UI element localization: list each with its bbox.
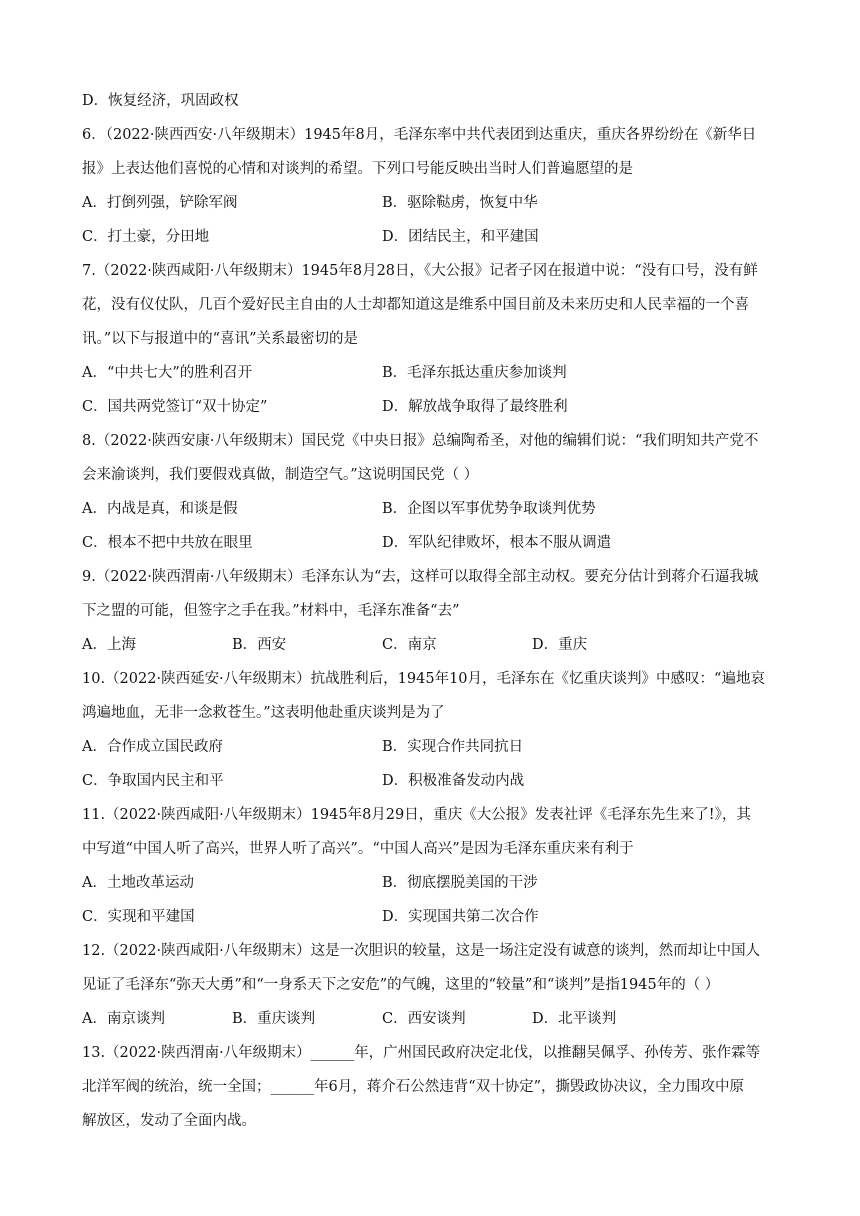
question-13 xyxy=(82,1036,782,1138)
option-c: C．国共两党签订“双十协定” xyxy=(82,399,268,415)
option-a: A．南京谈判 xyxy=(82,1011,165,1027)
option-d: D．北平谈判 xyxy=(532,1011,617,1027)
option-a: A．打倒列强，铲除军阀 xyxy=(82,195,238,211)
option-b: B．实现合作共同抗日 xyxy=(382,739,524,755)
question-text-line: 8.（2022·陕西安康·八年级期末）国民党《中央日报》总编陶希圣，对他的编辑们说：“我们明知共产党不 xyxy=(82,433,759,449)
options-row xyxy=(82,356,782,390)
option-b: B．毛泽东抵达重庆参加谈判 xyxy=(382,365,567,381)
question-text-line: 中写道“中国人听了高兴，世界人听了高兴”。“中国人高兴”是因为毛泽东重庆来有利于 xyxy=(82,841,634,857)
question-text-line: 会来渝谈判，我们要假戏真做，制造空气。”这说明国民党（ ） xyxy=(82,467,479,483)
options-row xyxy=(82,628,782,662)
option-c: C．南京 xyxy=(382,637,437,653)
option-b: B．西安 xyxy=(232,637,287,653)
option-b: B．驱除鞑虏，恢复中华 xyxy=(382,195,538,211)
options-row xyxy=(82,220,782,254)
options-row xyxy=(82,526,782,560)
question-text-line: 6．（2022·陕西西安·八年级期末）1945年8月，毛泽东率中共代表团到达重庆，重庆各界纷纷在《新华日 xyxy=(82,127,757,143)
option-d: D．团结民主，和平建国 xyxy=(382,229,539,245)
option-b: B．重庆谈判 xyxy=(232,1011,316,1027)
options-row xyxy=(82,866,782,900)
question-text-line: 北洋军阀的统治，统一全国；______年6月，蒋介石公然违背“双十协定”，撕毁政协决议，全力围攻中原 xyxy=(82,1079,745,1095)
option-d: D．解放战争取得了最终胜利 xyxy=(382,399,568,415)
option-d: D．重庆 xyxy=(532,637,588,653)
options-row xyxy=(82,900,782,934)
option-a: A．合作成立国民政府 xyxy=(82,739,223,755)
options-row xyxy=(82,1002,782,1036)
options-row xyxy=(82,764,782,798)
option-a: A．“中共七大”的胜利召开 xyxy=(82,365,253,381)
question-list xyxy=(82,84,782,1138)
question-text-line: 解放区，发动了全面内战。 xyxy=(82,1113,256,1129)
question-11 xyxy=(82,798,782,934)
question-6 xyxy=(82,118,782,254)
option-c: C．根本不把中共放在眼里 xyxy=(82,535,253,551)
option-c: C．打土豪，分田地 xyxy=(82,229,210,245)
options-row xyxy=(82,390,782,424)
option-b: B．彻底摆脱美国的干涉 xyxy=(382,875,538,891)
question-9 xyxy=(82,560,782,662)
question-text-line: 下之盟的可能，但签字之手在我。”材料中，毛泽东准备“去” xyxy=(82,603,460,619)
options-row xyxy=(82,492,782,526)
question-text-line: 12.（2022·陕西咸阳·八年级期末）这是一次胆识的较量，这是一场注定没有诚意的谈判，然而却让中国人 xyxy=(82,943,761,959)
option-a: A．上海 xyxy=(82,637,136,653)
question-text-line: 鸿遍地血，无非一念救苍生。”这表明他赴重庆谈判是为了 xyxy=(82,705,445,721)
question-text-line: 11.（2022·陕西咸阳·八年级期末）1945年8月29日，重庆《大公报》发表社评《毛泽东先生来了!》，其 xyxy=(82,807,751,823)
question-text-line: 报》上表达他们喜悦的心情和对谈判的希望。下列口号能反映出当时人们普遍愿望的是 xyxy=(82,161,633,177)
question-text-line: 9.（2022·陕西渭南·八年级期末）毛泽东认为“去，这样可以取得全部主动权。要充分估计到蒋介石逼我城 xyxy=(82,569,759,585)
question-text-line: 花，没有仪仗队，几百个爱好民主自由的人士却都知道这是维系中国目前及未来历史和人民幸福的一个喜 xyxy=(82,297,749,313)
option-b: B．企图以军事优势争取谈判优势 xyxy=(382,501,596,517)
option-d: D．积极准备发动内战 xyxy=(382,773,525,789)
question-text-line: 见证了毛泽东“弥天大勇”和“一身系天下之安危”的气魄，这里的“较量”和“谈判”是指1945年的（ ） xyxy=(82,977,720,993)
option-a: A．内战是真，和谈是假 xyxy=(82,501,238,517)
question-12 xyxy=(82,934,782,1036)
question-8 xyxy=(82,424,782,560)
question-text-line: 10.（2022·陕西延安·八年级期末）抗战胜利后，1945年10月，毛泽东在《忆重庆谈判》中感叹：“遍地哀 xyxy=(82,671,765,687)
question-text-line: 讯。”以下与报道中的“喜讯”关系最密切的是 xyxy=(82,331,358,347)
question-7 xyxy=(82,254,782,424)
question-text-line: 13.（2022·陕西渭南·八年级期末）______年，广州国民政府决定北伐，以推翻吴佩孚、孙传芳、张作霖等 xyxy=(82,1045,761,1061)
option-c: C．西安谈判 xyxy=(382,1011,466,1027)
option-d: D．军队纪律败坏，根本不服从调遣 xyxy=(382,535,612,551)
option-c: C．争取国内民主和平 xyxy=(82,773,224,789)
option-c: C．实现和平建国 xyxy=(82,909,195,925)
option-a: A．土地改革运动 xyxy=(82,875,194,891)
options-row xyxy=(82,730,782,764)
question-text-line: 7.（2022·陕西咸阳·八年级期末）1945年8月28日，《大公报》记者子冈在报道中说：“没有口号，没有鲜 xyxy=(82,263,758,279)
option-d: D．实现国共第二次合作 xyxy=(382,909,539,925)
options-row xyxy=(82,186,782,220)
question-10 xyxy=(82,662,782,798)
q5-option-d: D．恢复经济，巩固政权 xyxy=(82,93,239,109)
